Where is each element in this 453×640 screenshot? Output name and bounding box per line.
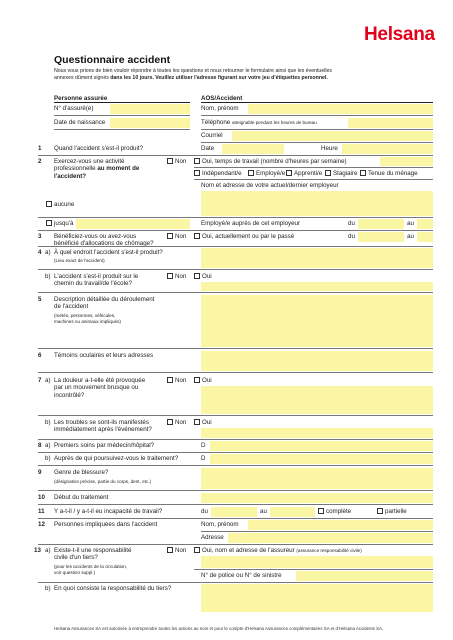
q13a-text xyxy=(54,547,164,562)
birth-date-label: Date de naissance xyxy=(54,119,106,126)
q4b-text xyxy=(54,273,164,288)
page-title: Questionnaire accident xyxy=(54,54,171,66)
name-field[interactable] xyxy=(248,104,433,114)
q7b-field[interactable] xyxy=(201,428,433,438)
q13a-letter: a) xyxy=(45,547,51,554)
q12-number: 12 xyxy=(38,521,45,528)
q11-text: Y a-t-il / y a-t-il eu incapacité de travail? xyxy=(54,508,163,515)
q7b-line-1: Les troubles se sont-ils manifestés xyxy=(54,419,149,426)
q2-employer-label: Nom et adresse de votre actuel/dernier employeur xyxy=(201,182,339,189)
q2-non-checkbox[interactable] xyxy=(167,158,173,164)
q4a-letter: a) xyxy=(45,249,51,256)
q11-au-field[interactable] xyxy=(270,507,315,517)
q10-number: 10 xyxy=(38,494,45,501)
q11-au-label: au xyxy=(260,508,267,515)
q1-number: 1 xyxy=(38,145,42,152)
q5-number: 5 xyxy=(38,296,42,303)
q4a-text: À quel endroit l'accident s'est-il produit? xyxy=(54,249,163,256)
q11-partielle-label: partielle xyxy=(385,508,407,515)
q13a-note-2: voir question suppl.) xyxy=(54,570,96,575)
name-label: Nom, prénom xyxy=(201,105,239,112)
q4b-oui-checkbox[interactable] xyxy=(194,273,200,279)
q2-du-label: du xyxy=(348,220,355,227)
q2-line-1: Exercez-vous une activité xyxy=(54,158,125,165)
q2-du-field[interactable] xyxy=(358,219,404,229)
q2-employer-field[interactable] xyxy=(201,191,433,216)
q13a-oui-text: Oui, nom et adresse de l'assureur xyxy=(202,547,295,554)
email-label: Courriel xyxy=(201,132,223,139)
q4b-line-1: L'accident s'est-il produit sur le xyxy=(54,273,139,280)
q4b-line-2: chemin du travail/de l'école? xyxy=(54,280,132,288)
q4b-oui-label: Oui xyxy=(202,273,212,280)
q2-stagiaire-label: Stagiaire xyxy=(333,170,358,177)
q4-number: 4 xyxy=(38,249,42,256)
q8a-d-label: D xyxy=(201,442,206,449)
q3-oui-label: Oui, actuellement ou par le passé xyxy=(202,233,295,240)
q8b-d-label: D xyxy=(201,455,206,462)
q7a-line-3: incontrôlé? xyxy=(54,391,85,399)
q9-note: (désignation précise, partie du corps, dent, etc.) xyxy=(54,479,152,484)
q7a-field[interactable] xyxy=(201,386,433,414)
q8b-text: Auprès de qui poursuivez-vous le traitement? xyxy=(54,455,179,462)
q13a-insurer-field[interactable] xyxy=(201,556,433,568)
intro-line-2-bold: dans les 10 jours. Veuillez utiliser l'adresse figurant sur votre jeu d'étiquettes personnel. xyxy=(110,75,328,81)
q13a-oui-checkbox[interactable] xyxy=(194,547,200,553)
q1-date-field[interactable] xyxy=(222,144,284,154)
q8b-letter: b) xyxy=(45,455,51,462)
insured-no-label: N° d'assuré(e) xyxy=(54,105,94,112)
q2-number: 2 xyxy=(38,158,42,165)
logo-text: Helsana xyxy=(364,24,435,45)
q2-employed-label: Employé/e auprès de cet employeur xyxy=(201,220,301,227)
q2-employe-checkbox[interactable] xyxy=(248,170,254,176)
q13a-line-2: civile d'un tiers? xyxy=(54,554,98,562)
q4b-non-checkbox[interactable] xyxy=(167,273,173,279)
q2-apprenti-label: Apprenti/e xyxy=(294,170,323,177)
email-field[interactable] xyxy=(232,131,433,141)
q7b-oui-label: Oui xyxy=(202,419,212,426)
q2-menage-label: Tenue du ménage xyxy=(368,170,418,177)
q3-line-2: bénéficié d'allocations de chômage? xyxy=(54,240,154,248)
q2-au-label: au xyxy=(407,220,414,227)
q7b-oui-checkbox[interactable] xyxy=(194,419,200,425)
q7a-line-1: La douleur a-t-elle été provoquée xyxy=(54,377,146,384)
q2-hours-field[interactable] xyxy=(380,157,433,166)
q11-du-field[interactable] xyxy=(211,507,257,517)
q8b-field[interactable] xyxy=(210,454,433,464)
q5-line-2: de l'accident xyxy=(54,303,89,311)
q1-text: Quand l'accident s'est-il produit? xyxy=(54,145,144,152)
q3-au-field[interactable] xyxy=(417,232,433,242)
helsana-logo xyxy=(364,24,435,46)
q2-au-field[interactable] xyxy=(417,219,433,229)
q2-apprenti-checkbox[interactable] xyxy=(286,170,292,176)
q2-jusqua-checkbox[interactable] xyxy=(46,220,52,226)
q9-text: Genre de blessure? xyxy=(54,469,109,476)
q2-aucune-checkbox[interactable] xyxy=(46,201,52,207)
q4b-field[interactable] xyxy=(201,282,433,291)
q13b-field[interactable] xyxy=(201,584,433,612)
q2-stagiaire-checkbox[interactable] xyxy=(325,170,331,176)
insured-no-field[interactable] xyxy=(110,104,190,114)
q8a-field[interactable] xyxy=(210,441,433,451)
phone-label xyxy=(201,119,317,126)
q3-du-field[interactable] xyxy=(358,232,404,242)
intro-line-2-normal: annexes dûment signés xyxy=(54,75,111,81)
q2-non-label: Non xyxy=(175,158,187,165)
q5-field[interactable] xyxy=(201,295,433,347)
q2-indep-label: Indépendant/e xyxy=(202,170,242,177)
q7b-text xyxy=(54,419,166,434)
q2-employe-label: Employé/e xyxy=(256,170,286,177)
q4a-note: (Lieu exact de l'accident) xyxy=(54,258,105,263)
q7b-line-2: immédiatement après l'événement? xyxy=(54,426,152,434)
q5-note-1: (météo, personnes, véhicules, xyxy=(54,313,116,318)
footer-text: Helsana Assurances SA est autorisée à entreprendre toutes les actions au nom et pour le compte d'Helsana Assurances complémentaires SA et d'Helsana Accidents SA. xyxy=(54,626,384,631)
q13a-oui-label xyxy=(202,547,362,554)
q13a-line-1: Existe-t-il une responsabilité xyxy=(54,547,132,554)
q4b-non-label: Non xyxy=(175,273,187,280)
q13b-text: En quoi consiste la responsabilité du tiers? xyxy=(54,585,172,592)
q12-text: Personnes impliquées dans l'accident xyxy=(54,521,158,528)
q1-hour-field[interactable] xyxy=(342,144,433,154)
q7b-letter: b) xyxy=(45,419,51,426)
q6-text: Témoins oculaires et leurs adresses xyxy=(54,352,154,359)
intro-line-1: Nous vous prions de bien vouloir répondre à toutes les questions et nous retourner le formulaire ainsi que les éventuelles xyxy=(54,68,332,74)
q3-non-checkbox[interactable] xyxy=(167,233,173,239)
q7a-letter: a) xyxy=(45,377,51,384)
q3-oui-checkbox[interactable] xyxy=(194,233,200,239)
q8a-letter: a) xyxy=(45,442,51,449)
phone-field[interactable] xyxy=(348,118,433,128)
q12-name-field[interactable] xyxy=(248,520,433,530)
phone-note: atteignable pendant les heures de bureau xyxy=(231,120,317,125)
q7a-oui-label: Oui xyxy=(202,377,212,384)
phone-label-text: Téléphone xyxy=(201,119,231,126)
q13a-oui-note: (assurance responsabilité civile) xyxy=(296,548,362,553)
q11-complete-label: complète xyxy=(326,508,352,515)
q2-line-3: l'accident? xyxy=(54,172,87,180)
q7a-line-2: par un mouvement brusque ou xyxy=(54,384,139,392)
q1-hour-label: Heure xyxy=(321,145,338,152)
q8-number: 8 xyxy=(38,442,42,449)
q7b-non-label: Non xyxy=(175,419,187,426)
q12-address-field[interactable] xyxy=(228,533,433,543)
q13a-policy-label: N° de police ou N° de sinistre xyxy=(201,572,282,579)
q13a-policy-field[interactable] xyxy=(296,571,433,581)
q2-menage-checkbox[interactable] xyxy=(360,170,366,176)
q8a-text: Premiers soins par médecin/hôpital? xyxy=(54,442,155,449)
birth-date-field[interactable] xyxy=(110,118,190,128)
q3-number: 3 xyxy=(38,233,42,240)
q2-text xyxy=(54,158,164,180)
q13a-note-1: (pour les accidents de la circulation, xyxy=(54,564,128,569)
q12-name-label: Nom, prénom xyxy=(201,521,239,528)
aos-accident-header: AOS/Accident xyxy=(201,95,243,102)
q3-non-label: Non xyxy=(175,233,187,240)
q13-number: 13 xyxy=(34,547,41,554)
q5-line-1: Description détaillée du déroulement xyxy=(54,296,155,303)
q6-field[interactable] xyxy=(201,351,433,371)
q13a-non-checkbox[interactable] xyxy=(167,547,173,553)
q7b-non-checkbox[interactable] xyxy=(167,419,173,425)
q2-oui-label: Oui, temps de travail (nombre d'heures par semaine) xyxy=(202,158,347,165)
q10-text: Début du traitement xyxy=(54,494,109,501)
q5-text xyxy=(54,296,194,311)
q7a-oui-checkbox[interactable] xyxy=(194,377,200,383)
q3-au-label: au xyxy=(407,233,414,240)
q3-line-1: Bénéficiez-vous ou avez-vous xyxy=(54,233,137,240)
intro-line-2 xyxy=(54,75,328,82)
q6-number: 6 xyxy=(38,352,42,359)
q10-field[interactable] xyxy=(201,493,433,503)
q7-number: 7 xyxy=(38,377,42,384)
q11-number: 11 xyxy=(38,508,45,515)
q7a-non-checkbox[interactable] xyxy=(167,377,173,383)
q12-address-label: Adresse xyxy=(201,534,224,541)
q3-du-label: du xyxy=(348,233,355,240)
q4a-field[interactable] xyxy=(201,248,433,268)
q7a-non-label: Non xyxy=(175,377,187,384)
q13a-non-label: Non xyxy=(175,547,187,554)
q2-line-2: professionnelle au moment de xyxy=(54,165,140,173)
q11-complete-checkbox[interactable] xyxy=(318,508,324,514)
q9-number: 9 xyxy=(38,469,42,476)
q13b-letter: b) xyxy=(45,585,51,592)
q9-field[interactable] xyxy=(201,468,433,489)
q11-du-label: du xyxy=(201,508,208,515)
q4b-letter: b) xyxy=(45,273,51,280)
q1-date-label: Date xyxy=(201,145,215,152)
insured-person-header: Personne assurée xyxy=(54,95,108,102)
q2-aucune-label: aucune xyxy=(54,201,75,208)
q2-indep-checkbox[interactable] xyxy=(194,170,200,176)
q2-jusqua-label: jusqu'à xyxy=(54,220,74,227)
q2-oui-checkbox[interactable] xyxy=(194,158,200,164)
q11-partielle-checkbox[interactable] xyxy=(377,508,383,514)
q5-note-2: machines ou animaux impliqués) xyxy=(54,319,121,324)
q7a-text xyxy=(54,377,166,399)
q2-jusqua-field[interactable] xyxy=(76,219,190,229)
